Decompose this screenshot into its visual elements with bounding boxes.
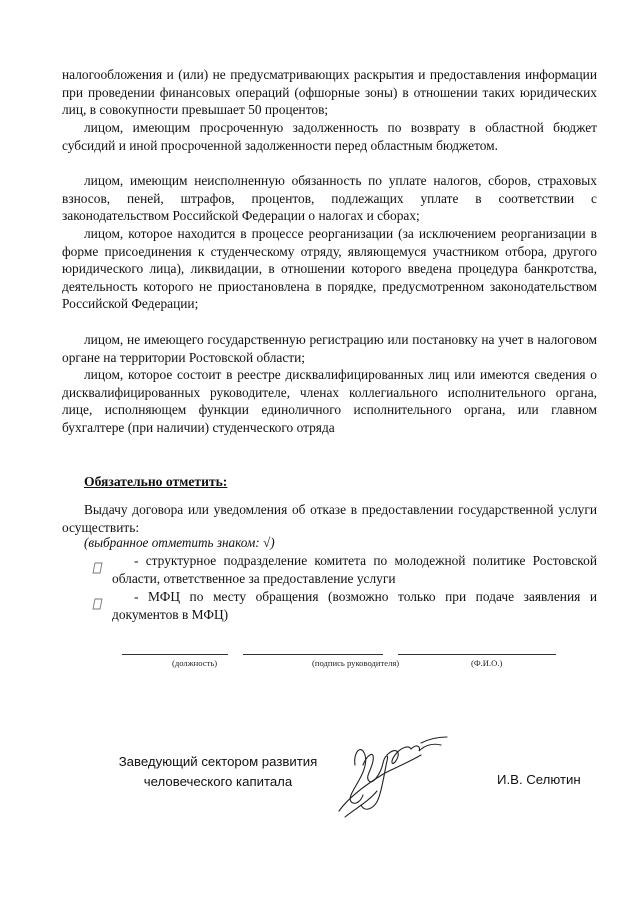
option-mfc: - МФЦ по месту обращения (возможно только при подаче заявления и документов в МФЦ) xyxy=(112,589,597,622)
position-line xyxy=(122,654,228,655)
body-paragraph-2: лицом, имеющим просроченную задолженность по возврату в областной бюджет субсидий и иной просроченной задолженности перед областным бюджетом. xyxy=(62,120,597,153)
signatory-name: И.В. Селютин xyxy=(497,772,581,787)
empty-checkbox-icon[interactable] xyxy=(92,562,103,574)
signature-line xyxy=(243,654,383,655)
signature-label: (подпись руководителя) xyxy=(312,658,400,668)
empty-checkbox-icon[interactable] xyxy=(92,598,103,610)
body-paragraph-4: лицом, которое находится в процессе реорганизации (за исключением реорганизации в форме присоединения к студенческому отряду, являющемуся участником отбора, другого юридического лица), ликвидации, в отношении которого введена процедура банкротства, деятельность которого не приостановлена в порядке, предусмотренном законодательством Российской Федерации; xyxy=(62,226,597,312)
body-paragraph-6: лицом, которое состоит в реестре дисквалифицированных лиц или имеются сведения о дисквалифицированных руководителе, членах коллегиального исполнительного органа, лице, исполняющем функции единоличного исполнительного органа, или главном бухгалтере (при наличии) студенческого отряда xyxy=(62,367,597,435)
position-label: (должность) xyxy=(172,658,218,668)
name-label: (Ф.И.О.) xyxy=(471,658,503,668)
name-line xyxy=(398,654,556,655)
signatory-position: Заведующий сектором развития человеческого капитала xyxy=(118,754,318,789)
notice-heading: Обязательно отметить: xyxy=(84,474,228,489)
body-paragraph-5: лицом, не имеющего государственную регистрацию или постановку на учет в налоговом органе на территории Ростовской области; xyxy=(62,332,597,365)
body-paragraph-3: лицом, имеющим неисполненную обязанность по уплате налогов, сборов, страховых взносов, пеней, штрафов, процентов, подлежащих уплате в соответствии с законодательством Российской Федерации о налогах и сборах; xyxy=(62,173,597,224)
body-paragraph-1: налогообложения и (или) не предусматривающих раскрытия и предоставления информации при проведении финансовых операций (офшорные зоны) в отношении таких юридических лиц, в совокупности превышает 50 процентов; xyxy=(62,67,597,118)
handwritten-signature xyxy=(325,725,455,825)
issue-instruction: Выдачу договора или уведомления об отказе в предоставлении государственной услуги осуществить: xyxy=(62,502,597,535)
option-committee: - структурное подразделение комитета по молодежной политике Ростовской области, ответственное за предоставление услуги xyxy=(112,553,597,586)
selection-hint: (выбранное отметить знаком: √) xyxy=(84,535,275,550)
